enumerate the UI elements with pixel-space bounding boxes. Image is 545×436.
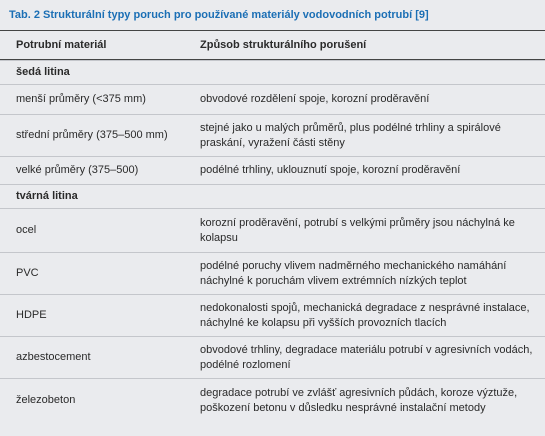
row-material: tvárná litina [16,190,78,202]
table-row [0,252,545,294]
table-row [0,114,545,156]
row-failure: obvodové rozdělení spoje, korozní proděravění [200,93,430,105]
table-row [0,378,545,422]
row-failure: podélné poruchy vlivem nadměrného mechanického namáhání náchylné k poruchám vlivem extrémních nízkých teplot [200,259,507,287]
header-material: Potrubní materiál [16,38,107,51]
table-row [0,294,545,336]
table-row [0,208,545,252]
row-material: azbestocement [16,351,91,363]
table-row-group-ductile-iron [0,184,545,208]
row-failure: obvodové trhliny, degradace materiálu potrubí v agresivních vodách, podélné rozlomení [200,343,533,371]
table-grid [0,30,545,422]
table-row [0,84,545,114]
row-material: menší průměry (<375 mm) [16,93,146,105]
table-caption: Tab. 2 Strukturální typy poruch pro používané materiály vodovodních potrubí [9] [9,9,429,21]
row-material: HDPE [16,309,47,321]
row-failure: podélné trhliny, uklouznutí spoje, korozní proděravění [200,164,461,176]
row-material: PVC [16,267,39,279]
row-failure: degradace potrubí ve zvlášť agresivních půdách, koroze výztuže, poškození betonu v důsledku nesprávné instalační metody [200,386,518,414]
row-failure: korozní proděravění, potrubí s velkými průměry jsou náchylná ke kolapsu [200,216,515,244]
row-failure: stejné jako u malých průměrů, plus podélné trhliny a spirálové praskání, vyražení části stěny [200,121,501,149]
row-material: šedá litina [16,66,70,78]
header-failure: Způsob strukturálního porušení [200,38,367,51]
row-material: železobeton [16,394,76,406]
row-material: ocel [16,224,37,236]
row-failure [200,61,535,84]
table-row [0,156,545,184]
table-header-row [0,30,545,60]
row-failure [200,185,535,208]
row-material: střední průměry (375–500 mm) [16,129,168,141]
table-row-group-gray-iron [0,60,545,84]
row-failure: nedokonalosti spojů, mechanická degradace z nesprávné instalace, náchylné ke kolapsu při vyšších provozních tlacích [200,301,530,329]
table-row [0,336,545,378]
row-material: velké průměry (375–500) [16,164,139,176]
